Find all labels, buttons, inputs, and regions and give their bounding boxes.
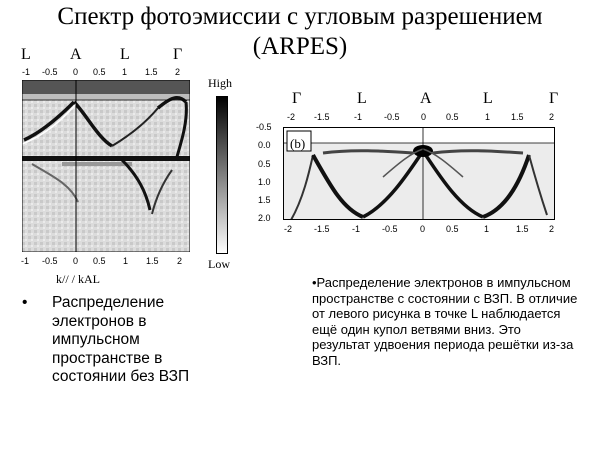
right-top-tick: -2 — [287, 112, 296, 122]
right-top-tick: 0.5 — [446, 112, 459, 122]
left-bottom-tick: 0 — [73, 256, 79, 266]
left-bottom-tick: -1 — [21, 256, 30, 266]
right-top-tick: -1 — [354, 112, 363, 122]
colorbar-low-label: Low — [208, 257, 230, 271]
left-top-tick: 2 — [175, 67, 181, 77]
colorbar — [216, 96, 228, 254]
right-bottom-tick: 1 — [484, 224, 490, 234]
right-symbol-gamma2: Γ — [549, 90, 559, 107]
right-top-tick: -0.5 — [384, 112, 400, 122]
right-bottom-tick: 2 — [549, 224, 555, 234]
right-y-tick: 0.0 — [258, 140, 271, 150]
left-symbol-L2: L — [120, 46, 130, 63]
bullet-marker: • — [22, 294, 28, 311]
right-bottom-tick: 0.5 — [446, 224, 459, 234]
right-panel-label: (b) — [290, 136, 306, 151]
left-top-tick: 0.5 — [93, 67, 106, 77]
left-bottom-tick: 1.5 — [146, 256, 159, 266]
left-symbol-L1: L — [21, 46, 31, 63]
left-top-tick: -0.5 — [42, 67, 58, 77]
left-top-tick: 1.5 — [145, 67, 158, 77]
right-symbol-L1: L — [357, 90, 367, 107]
right-top-tick: -1.5 — [314, 112, 330, 122]
left-symbol-A: A — [70, 46, 82, 63]
right-y-tick: 1.0 — [258, 177, 271, 187]
left-top-tick: 1 — [122, 67, 128, 77]
left-spectrum-image — [22, 80, 190, 252]
right-symbol-gamma1: Γ — [292, 90, 302, 107]
right-bullet-text: •Распределение электронов в импульсном пространстве с состоянии с ВЗП. В отличие от левого рисунка в точке L наблюдается ещё один купол ветвями вниз. Это результат удвоения периода решётки из-за ВЗП. — [312, 275, 578, 368]
right-bottom-tick: -1 — [352, 224, 361, 234]
right-bottom-tick: 0 — [420, 224, 426, 234]
left-bottom-tick: 2 — [177, 256, 183, 266]
colorbar-high-label: High — [208, 76, 232, 90]
left-top-tick: -1 — [22, 67, 31, 77]
left-top-tick: 0 — [73, 67, 79, 77]
right-top-tick: 1 — [485, 112, 491, 122]
right-top-tick: 2 — [549, 112, 555, 122]
left-x-axis-label: k// / kAL — [56, 272, 100, 286]
slide-title-line-2: (ARPES) — [252, 33, 348, 60]
slide-title-line-1: Спектр фотоэмиссии с угловым разрешением — [57, 3, 543, 30]
left-bullet-text: Распределение электронов в импульсном пространстве в состоянии без ВЗП — [52, 294, 190, 385]
right-bottom-tick: -2 — [284, 224, 293, 234]
right-bottom-tick: -0.5 — [382, 224, 398, 234]
left-symbol-gamma: Γ — [173, 46, 183, 63]
right-symbol-L2: L — [483, 90, 493, 107]
right-bottom-tick: 1.5 — [516, 224, 529, 234]
right-y-tick: 2.0 — [258, 213, 271, 223]
right-spectrum-image — [283, 127, 555, 220]
right-top-tick: 1.5 — [511, 112, 524, 122]
left-bottom-tick: 0.5 — [93, 256, 106, 266]
left-bottom-tick: 1 — [123, 256, 129, 266]
right-y-tick: -0.5 — [256, 122, 272, 132]
right-y-tick: 0.5 — [258, 159, 271, 169]
right-top-tick: 0 — [421, 112, 427, 122]
right-y-tick: 1.5 — [258, 195, 271, 205]
right-symbol-A: A — [420, 90, 432, 107]
left-bottom-tick: -0.5 — [42, 256, 58, 266]
right-bottom-tick: -1.5 — [314, 224, 330, 234]
